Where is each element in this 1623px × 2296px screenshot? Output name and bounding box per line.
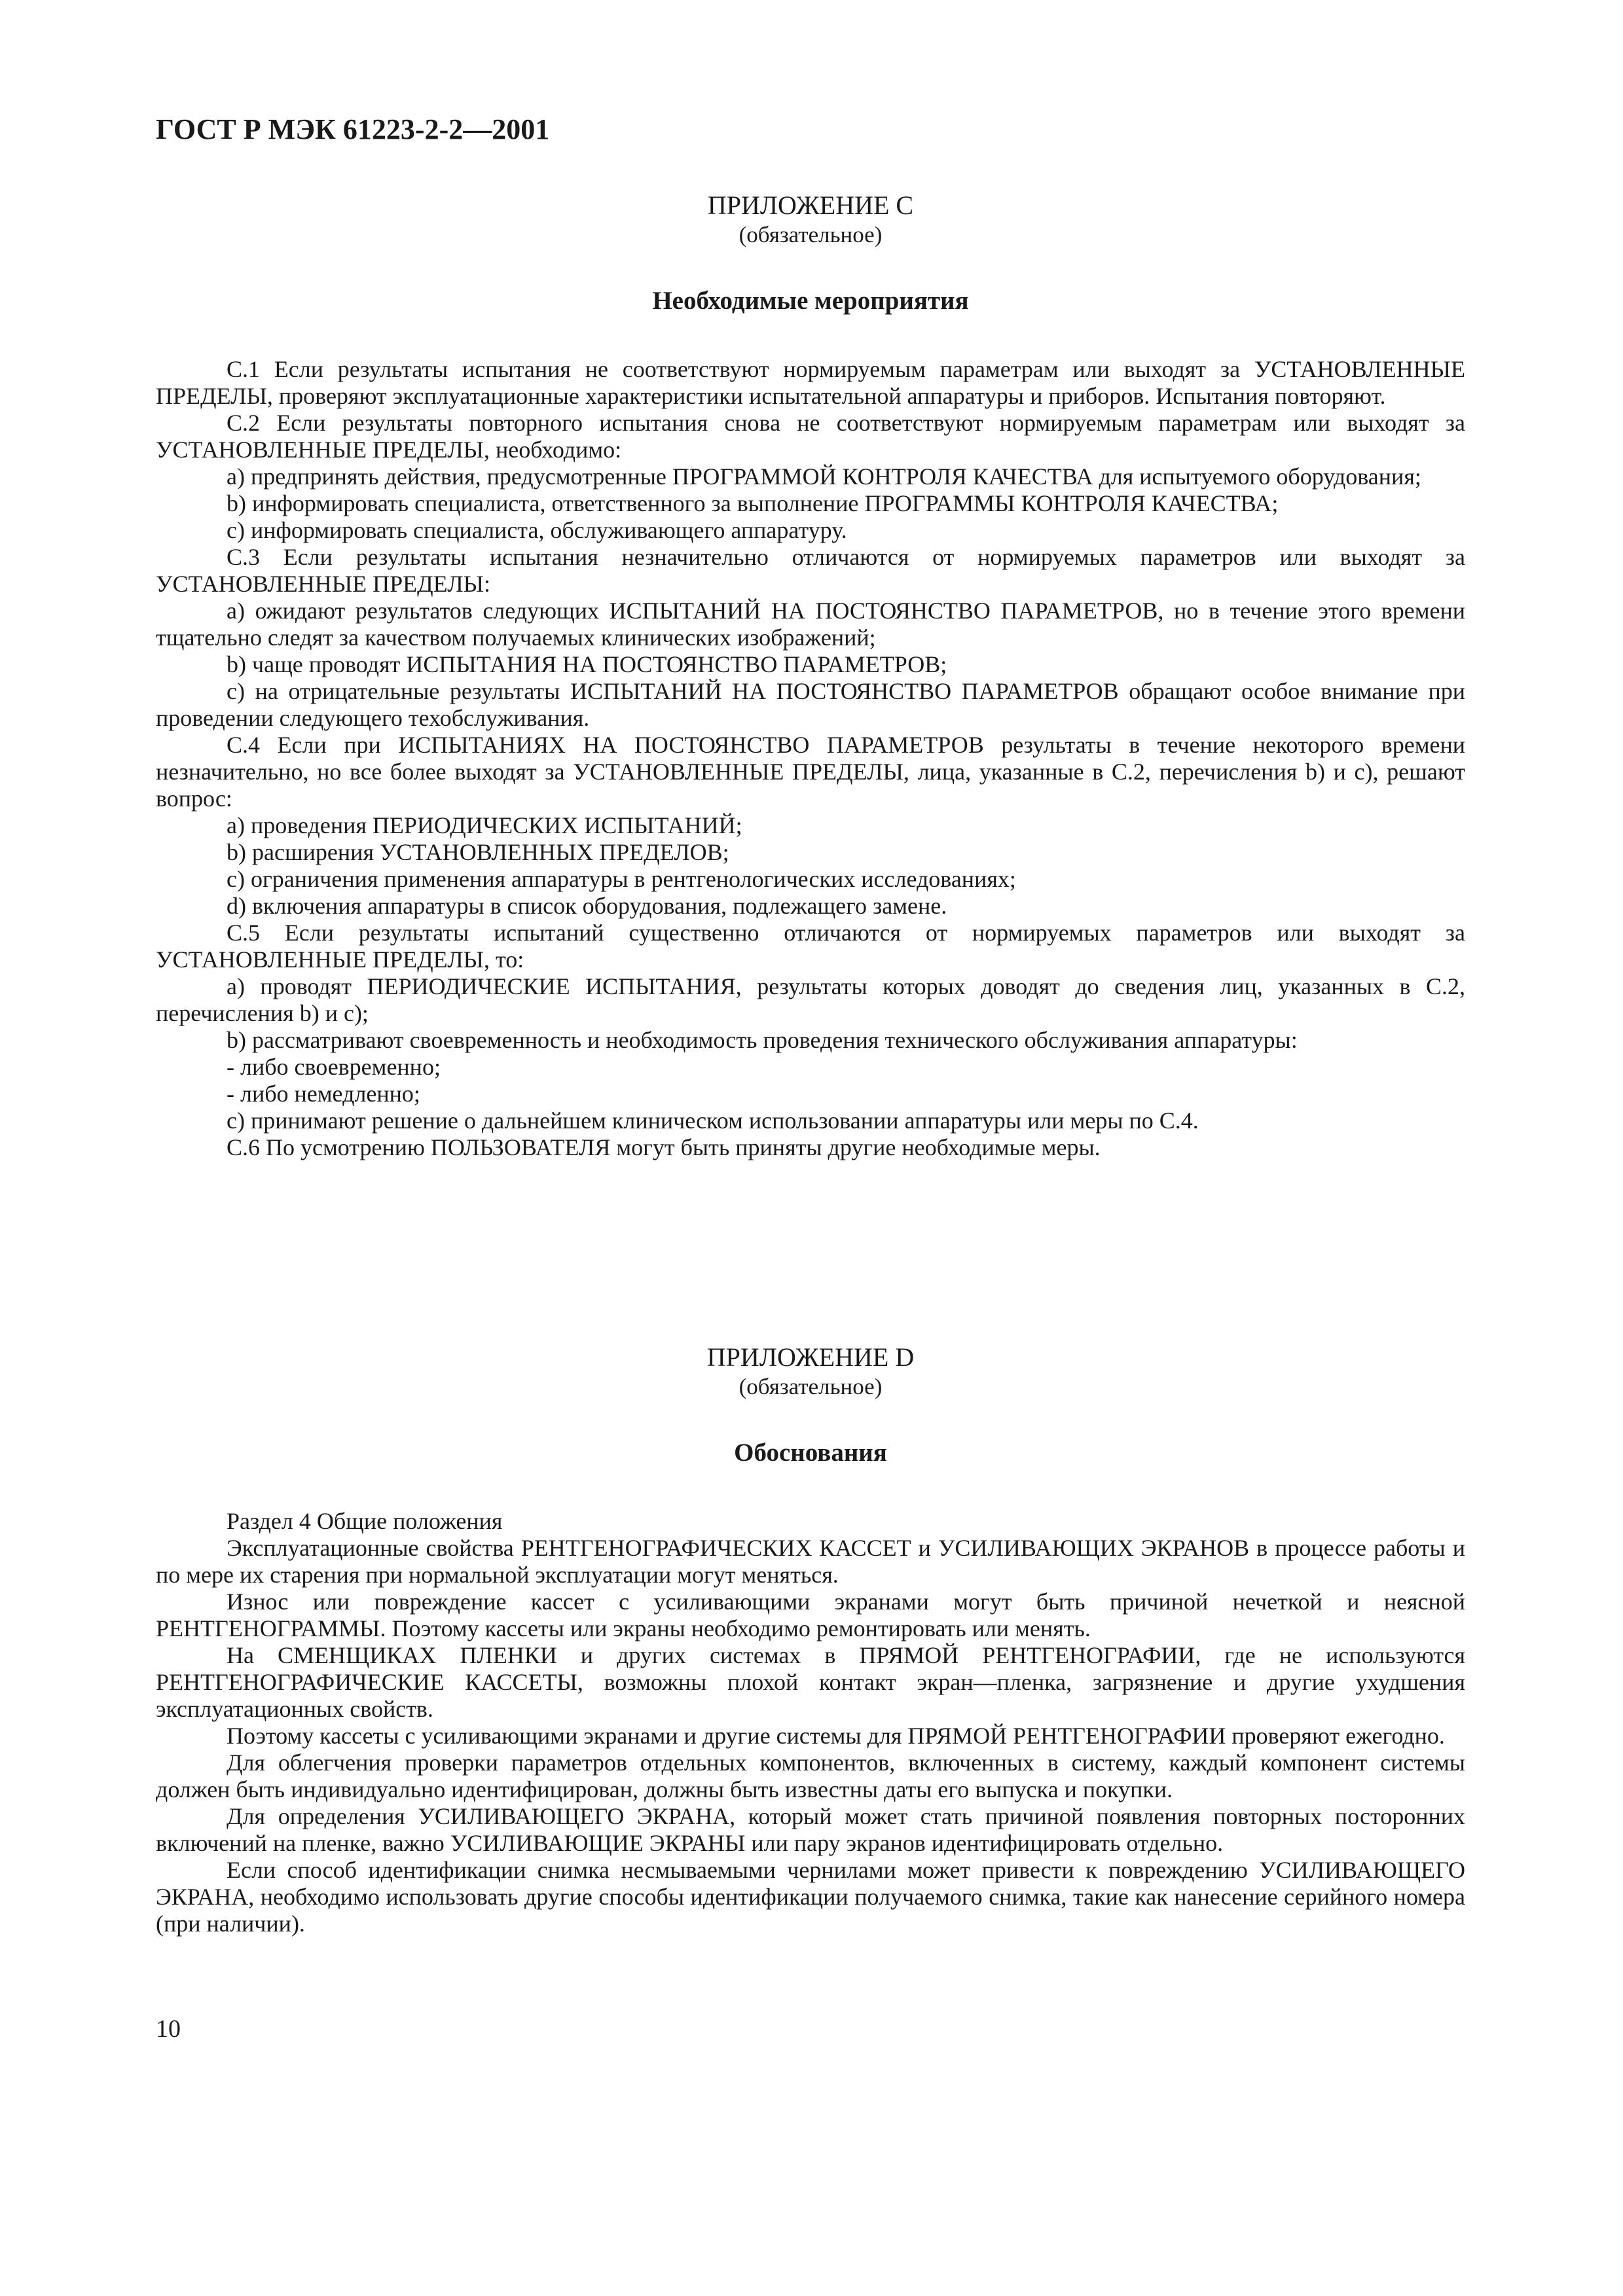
paragraph: Если способ идентификации снимка несмываемыми чернилами может привести к повреждению УСИЛИВАЮЩЕГО ЭКРАНА, необходимо использовать другие способы идентификации получаемого снимка, такие как нанесение серийного номера (при наличии). [156,1857,1465,1937]
paragraph: С.4 Если при ИСПЫТАНИЯХ НА ПОСТОЯНСТВО ПАРАМЕТРОВ результаты в течение некоторого времени незначительно, но все более выходят за УСТАНОВЛЕННЫЕ ПРЕДЕЛЫ, лица, указанные в С.2, перечисления b) и c), решают вопрос: [156,732,1465,812]
document-code-header: ГОСТ Р МЭК 61223-2-2—2001 [156,113,550,145]
paragraph: Поэтому кассеты с усиливающими экранами и другие системы для ПРЯМОЙ РЕНТГЕНОГРАФИИ проверяют ежегодно. [227,1723,1445,1749]
paragraph: С.2 Если результаты повторного испытания снова не соответствуют нормируемым параметрам или выходят за УСТАНОВЛЕННЫЕ ПРЕДЕЛЫ, необходимо: [156,410,1465,463]
annex-c-heading: Необходимые мероприятия [652,287,969,315]
paragraph: С.6 По усмотрению ПОЛЬЗОВАТЕЛЯ могут быть приняты другие необходимые меры. [227,1134,1101,1160]
list-item: a) ожидают результатов следующих ИСПЫТАНИЙ НА ПОСТОЯНСТВО ПАРАМЕТРОВ, но в течение этого времени тщательно следят за качеством получаемых клинических изображений; [156,598,1465,651]
paragraph: Эксплуатационные свойства РЕНТГЕНОГРАФИЧЕСКИХ КАССЕТ и УСИЛИВАЮЩИХ ЭКРАНОВ в процессе работы и по мере их старения при нормальной эксплуатации могут меняться. [156,1535,1465,1588]
list-item: b) чаще проводят ИСПЫТАНИЯ НА ПОСТОЯНСТВО ПАРАМЕТРОВ; [227,651,947,677]
annex-c-title: ПРИЛОЖЕНИЕ С [707,190,914,220]
list-item: b) информировать специалиста, ответственного за выполнение ПРОГРАММЫ КОНТРОЛЯ КАЧЕСТВА; [227,490,1279,516]
annex-d-title: ПРИЛОЖЕНИЕ D [706,1342,915,1372]
paragraph: Для облегчения проверки параметров отдельных компонентов, включенных в систему, каждый компонент системы должен быть индивидуально идентифицирован, должны быть известны даты его выпуска и покупки. [156,1749,1465,1803]
list-item: c) принимают решение о дальнейшем клиническом использовании аппаратуры или меры по С.4. [227,1107,1199,1134]
paragraph: На СМЕНЩИКАХ ПЛЕНКИ и других системах в ПРЯМОЙ РЕНТГЕНОГРАФИИ, где не используются РЕНТГЕНОГРАФИЧЕСКИЕ КАССЕТЫ, возможны плохой контакт экран—пленка, загрязнение и другие ухудшения эксплуатационных свойств. [156,1642,1465,1722]
list-item: b) расширения УСТАНОВЛЕННЫХ ПРЕДЕЛОВ; [227,839,729,865]
list-item: d) включения аппаратуры в список оборудования, подлежащего замене. [227,893,947,919]
paragraph: Для определения УСИЛИВАЮЩЕГО ЭКРАНА, который может стать причиной появления повторных посторонних включений на пленке, важно УСИЛИВАЮЩИЕ ЭКРАНЫ или пару экранов идентифицировать отдельно. [156,1803,1465,1856]
list-item: a) проведения ПЕРИОДИЧЕСКИХ ИСПЫТАНИЙ; [227,812,742,838]
list-item: a) предпринять действия, предусмотренные ПРОГРАММОЙ КОНТРОЛЯ КАЧЕСТВА для испытуемого оборудования; [227,463,1421,490]
paragraph: С.1 Если результаты испытания не соответствуют нормируемым параметрам или выходят за УСТАНОВЛЕННЫЕ ПРЕДЕЛЫ, проверяют эксплуатационные характеристики испытательной аппаратуры и приборов. Испытания повторяют. [156,356,1465,409]
annex-c [156,190,1465,1161]
annex-d-status: (обязательное) [739,1374,883,1399]
annex-d [156,1342,1465,1937]
dash-item: - либо немедленно; [227,1081,420,1107]
page-number: 10 [156,2015,181,2043]
list-item: c) информировать специалиста, обслуживающего аппаратуру. [227,517,847,543]
list-item: a) проводят ПЕРИОДИЧЕСКИЕ ИСПЫТАНИЯ, результаты которых доводят до сведения лиц, указанных в С.2, перечисления b) и c); [156,973,1465,1026]
paragraph: Износ или повреждение кассет с усиливающими экранами могут быть причиной нечеткой и неясной РЕНТГЕНОГРАММЫ. Поэтому кассеты или экраны необходимо ремонтировать или менять. [156,1588,1465,1641]
list-item: c) на отрицательные результаты ИСПЫТАНИЙ НА ПОСТОЯНСТВО ПАРАМЕТРОВ обращают особое внимание при проведении следующего техобслуживания. [156,678,1465,731]
paragraph: С.5 Если результаты испытаний существенно отличаются от нормируемых параметров или выходят за УСТАНОВЛЕННЫЕ ПРЕДЕЛЫ, то: [156,920,1465,973]
list-item: c) ограничения применения аппаратуры в рентгенологических исследованиях; [227,866,1016,892]
dash-item: - либо своевременно; [227,1054,441,1080]
annex-d-body [156,1508,1465,1937]
paragraph: Раздел 4 Общие положения [227,1508,503,1534]
annex-c-status: (обязательное) [739,222,883,247]
annex-c-body [156,356,1465,1161]
paragraph: С.3 Если результаты испытания незначительно отличаются от нормируемых параметров или выходят за УСТАНОВЛЕННЫЕ ПРЕДЕЛЫ: [156,544,1465,597]
list-item: b) рассматривают своевременность и необходимость проведения технического обслуживания аппаратуры: [227,1027,1298,1053]
annex-d-heading: Обоснования [734,1439,887,1467]
